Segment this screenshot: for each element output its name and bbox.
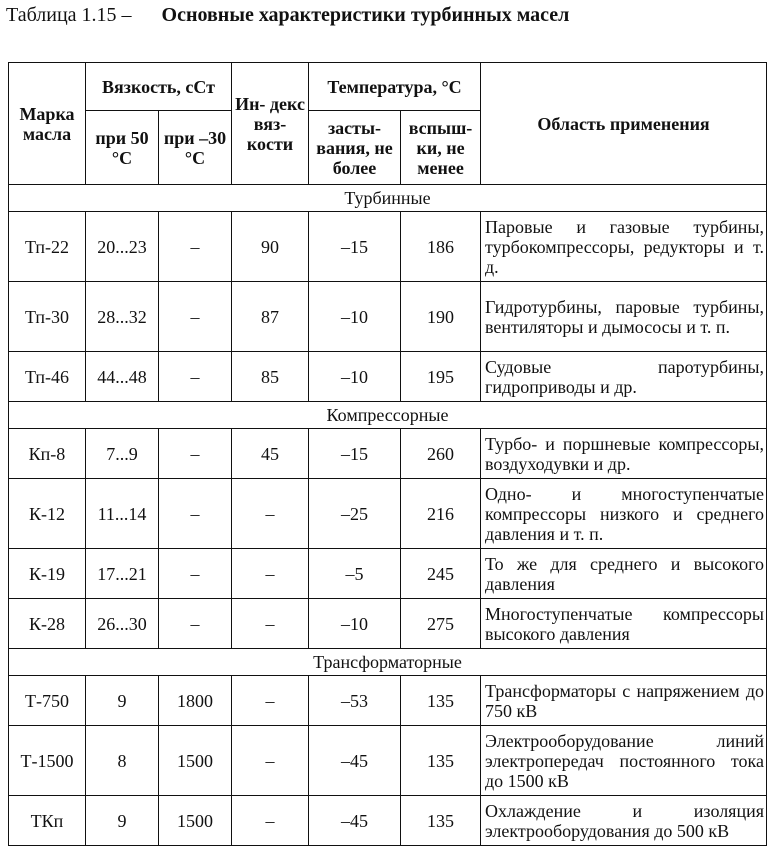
- cell-viscosity-m30: –: [159, 479, 232, 549]
- cell-index: –: [232, 549, 309, 599]
- cell-viscosity-50: 8: [86, 726, 159, 796]
- cell-application: Паровые и газовые турбины, турбокомпрессоры, редукторы и т. д.: [481, 212, 767, 282]
- cell-flash-point: 275: [401, 599, 481, 649]
- cell-brand: Тп-46: [9, 352, 86, 402]
- cell-application: Трансформаторы с напряжением до 750 кВ: [481, 676, 767, 726]
- cell-index: –: [232, 676, 309, 726]
- cell-viscosity-50: 7...9: [86, 429, 159, 479]
- cell-brand: Т-1500: [9, 726, 86, 796]
- cell-viscosity-m30: –: [159, 212, 232, 282]
- cell-pour-point: –15: [309, 212, 401, 282]
- cell-viscosity-50: 9: [86, 676, 159, 726]
- cell-pour-point: –53: [309, 676, 401, 726]
- cell-brand: ТКп: [9, 796, 86, 846]
- cell-application: Многоступенчатые компрессоры высокого давления: [481, 599, 767, 649]
- section-header: Турбинные: [9, 185, 767, 212]
- cell-flash-point: 135: [401, 796, 481, 846]
- cell-application: Гидротурбины, паровые турбины, вентиляторы и дымососы и т. п.: [481, 282, 767, 352]
- cell-viscosity-50: 28...32: [86, 282, 159, 352]
- table-row: [9, 479, 767, 549]
- cell-application: Одно- и многоступенчатые компрессоры низкого и среднего давления и т. п.: [481, 479, 767, 549]
- table-row: [9, 796, 767, 846]
- cell-flash-point: 245: [401, 549, 481, 599]
- cell-brand: Т-750: [9, 676, 86, 726]
- cell-application: То же для среднего и высокого давления: [481, 549, 767, 599]
- table-row: [9, 212, 767, 282]
- cell-brand: К-19: [9, 549, 86, 599]
- cell-pour-point: –5: [309, 549, 401, 599]
- cell-brand: К-12: [9, 479, 86, 549]
- cell-application: Охлаждение и изоляция электрооборудования до 500 кВ: [481, 796, 767, 846]
- cell-viscosity-50: 44...48: [86, 352, 159, 402]
- table-row: [9, 599, 767, 649]
- cell-application: Турбо- и поршневые компрессоры, воздуходувки и др.: [481, 429, 767, 479]
- cell-viscosity-m30: 1500: [159, 796, 232, 846]
- header-pour-point: засты- вания, не более: [309, 111, 401, 185]
- cell-pour-point: –45: [309, 726, 401, 796]
- table-row: [9, 676, 767, 726]
- cell-flash-point: 260: [401, 429, 481, 479]
- cell-flash-point: 190: [401, 282, 481, 352]
- cell-index: 90: [232, 212, 309, 282]
- cell-index: –: [232, 599, 309, 649]
- header-viscosity-50: при 50 °С: [86, 111, 159, 185]
- cell-flash-point: 135: [401, 726, 481, 796]
- cell-brand: К-28: [9, 599, 86, 649]
- cell-viscosity-50: 11...14: [86, 479, 159, 549]
- cell-index: –: [232, 726, 309, 796]
- table-row: [9, 726, 767, 796]
- cell-index: 87: [232, 282, 309, 352]
- table-row: [9, 282, 767, 352]
- table-number: Таблица 1.15 –: [6, 4, 132, 26]
- cell-pour-point: –10: [309, 599, 401, 649]
- cell-flash-point: 216: [401, 479, 481, 549]
- table-row: [9, 549, 767, 599]
- section-header: Компрессорные: [9, 402, 767, 429]
- cell-application: Судовые паротурбины, гидроприводы и др.: [481, 352, 767, 402]
- cell-viscosity-m30: 1800: [159, 676, 232, 726]
- cell-flash-point: 195: [401, 352, 481, 402]
- cell-pour-point: –10: [309, 282, 401, 352]
- cell-pour-point: –15: [309, 429, 401, 479]
- cell-viscosity-m30: –: [159, 599, 232, 649]
- table-title: Основные характеристики турбинных масел: [161, 4, 570, 26]
- cell-index: –: [232, 479, 309, 549]
- table-row: [9, 352, 767, 402]
- header-index: Ин- декс вяз- кости: [232, 63, 309, 185]
- cell-brand: Кп-8: [9, 429, 86, 479]
- header-brand: Марка масла: [9, 63, 86, 185]
- cell-viscosity-m30: –: [159, 549, 232, 599]
- cell-pour-point: –25: [309, 479, 401, 549]
- oil-characteristics-table: [8, 62, 767, 846]
- header-flash-point: вспыш- ки, не менее: [401, 111, 481, 185]
- cell-viscosity-m30: –: [159, 429, 232, 479]
- cell-viscosity-50: 26...30: [86, 599, 159, 649]
- cell-viscosity-m30: –: [159, 352, 232, 402]
- table-row: [9, 429, 767, 479]
- cell-application: Электрооборудование линий электропередач постоянного тока до 1500 кВ: [481, 726, 767, 796]
- cell-pour-point: –45: [309, 796, 401, 846]
- cell-viscosity-m30: 1500: [159, 726, 232, 796]
- section-header: Трансформаторные: [9, 649, 767, 676]
- cell-flash-point: 135: [401, 676, 481, 726]
- cell-viscosity-50: 17...21: [86, 549, 159, 599]
- header-temperature: Температура, °С: [309, 63, 481, 111]
- cell-index: 85: [232, 352, 309, 402]
- cell-viscosity-50: 9: [86, 796, 159, 846]
- cell-flash-point: 186: [401, 212, 481, 282]
- cell-brand: Тп-22: [9, 212, 86, 282]
- header-viscosity: Вязкость, сСт: [86, 63, 232, 111]
- header-viscosity-m30: при –30 °С: [159, 111, 232, 185]
- cell-pour-point: –10: [309, 352, 401, 402]
- cell-viscosity-50: 20...23: [86, 212, 159, 282]
- header-application: Область применения: [481, 63, 767, 185]
- cell-brand: Тп-30: [9, 282, 86, 352]
- cell-index: 45: [232, 429, 309, 479]
- cell-viscosity-m30: –: [159, 282, 232, 352]
- cell-index: –: [232, 796, 309, 846]
- table-caption: [6, 4, 569, 27]
